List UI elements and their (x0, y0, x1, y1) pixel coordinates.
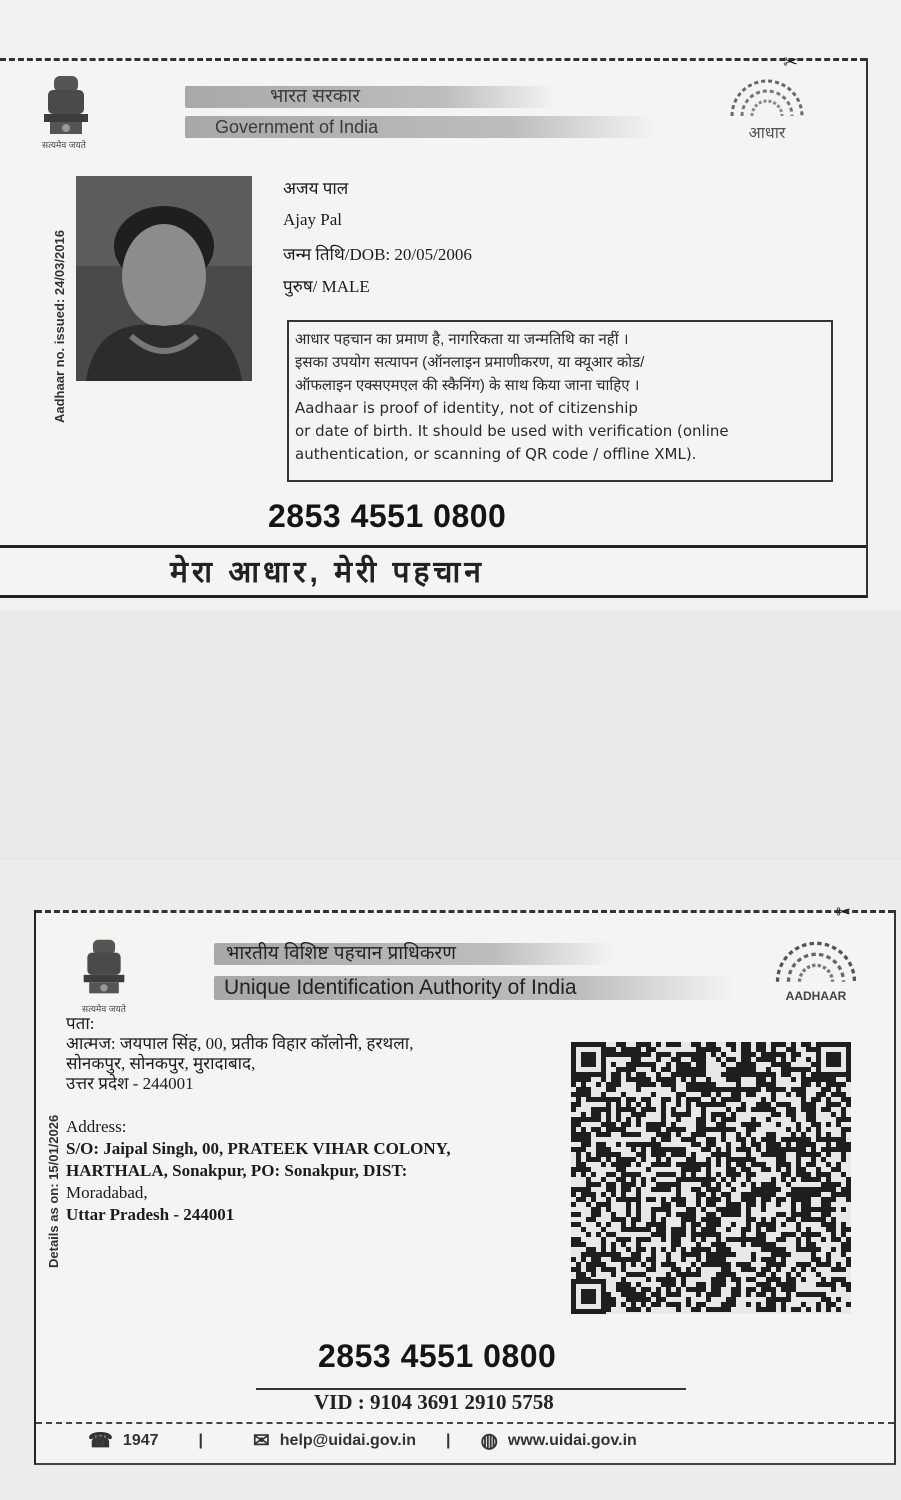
virtual-id: VID : 9104 3691 2910 5758 (314, 1390, 554, 1414)
footer-separator: | (445, 1431, 451, 1449)
identity-notice-box (287, 320, 833, 482)
footer-separator: | (198, 1431, 203, 1449)
globe-icon: ◍ (480, 1430, 498, 1452)
gov-english-banner (185, 116, 655, 138)
mail-icon: ✉ (253, 1430, 270, 1452)
authority-hindi-text: भारतीय विशिष्ट पहचान प्राधिकरण (226, 943, 456, 964)
authority-hindi-banner (214, 943, 614, 965)
aadhaar-front-card (0, 52, 868, 598)
address-hindi-line-3: उत्तर प्रदेश - 244001 (66, 1074, 194, 1093)
address-english-line-2: HARTHALA, Sonakpur, PO: Sonakpur, DIST: (66, 1161, 408, 1180)
scissor-mark: ✂ (783, 52, 799, 72)
top-dashed-border (36, 910, 894, 913)
tagline-divider (0, 545, 866, 548)
address-english-line-4: Uttar Pradesh - 244001 (66, 1205, 235, 1224)
gov-hindi-banner (185, 86, 555, 108)
authority-english-text: Unique Identification Authority of India (224, 976, 577, 999)
aadhaar-back-card (34, 902, 896, 1465)
aadhaar-logo-icon (766, 940, 866, 1004)
notice-hindi-line-2: इसका उपयोग सत्यापन (ऑनलाइन प्रमाणीकरण, या क्यूआर कोड/ (295, 354, 645, 371)
aadhaar-logo-text: AADHAAR (785, 989, 847, 1003)
notice-english-line-2: or date of birth. It should be used with verification (online (295, 422, 729, 440)
address-label-hindi: पता: (66, 1014, 95, 1033)
holder-photo (76, 176, 252, 381)
scissor-mark: ✂ (836, 902, 852, 922)
notice-english-line-3: authentication, or scanning of QR code / offline XML). (295, 445, 697, 463)
date-of-birth: जन्म तिथि/DOB: 20/05/2006 (283, 245, 472, 264)
qr-code (571, 1042, 851, 1314)
top-dashed-border (0, 58, 866, 61)
gender: पुरुष/ MALE (283, 277, 370, 296)
address-english-block (66, 1116, 451, 1226)
gov-english-text: Government of India (215, 117, 379, 137)
notice-english-line-1: Aadhaar is proof of identity, not of citizenship (295, 399, 638, 417)
address-hindi-line-2: सोनकपुर, सोनकपुर, मुरादाबाद, (66, 1054, 256, 1073)
footer (88, 1428, 637, 1453)
address-hindi-line-1: आत्मज: जयपाल सिंह, 00, प्रतीक विहार कॉलोनी, हरथला, (66, 1034, 414, 1053)
aadhaar-logo-text: आधार (748, 125, 786, 142)
emblem-caption: सत्यमेव जयते (42, 140, 86, 150)
address-label-english: Address: (66, 1117, 127, 1136)
name-english: Ajay Pal (283, 210, 343, 229)
footer-divider (36, 1422, 894, 1424)
website: www.uidai.gov.in (507, 1431, 637, 1449)
address-english-line-3: Moradabad, (66, 1183, 148, 1202)
helpline-number: 1947 (122, 1431, 159, 1449)
phone-icon: ☎ (88, 1430, 113, 1452)
notice-hindi-line-3: ऑफलाइन एक्सएमएल की स्कैनिंग) के साथ किया जाना चाहिए । (295, 377, 640, 394)
aadhaar-number: 2853 4551 0800 (268, 498, 507, 534)
tagline: मेरा आधार, मेरी पहचान (170, 556, 485, 589)
aadhaar-logo-icon (722, 78, 812, 142)
notice-hindi-line-1: आधार पहचान का प्रमाण है, नागरिकता या जन्मतिथि का नहीं । (295, 331, 629, 348)
details-as-on: Details as on: 15/01/2026 (46, 1114, 61, 1268)
aadhaar-number: 2853 4551 0800 (318, 1338, 557, 1374)
name-hindi: अजय पाल (283, 179, 349, 198)
emblem-caption: सत्यमेव जयते (82, 1004, 126, 1014)
authority-english-banner (214, 976, 734, 1000)
aadhaar-issued-date: Aadhaar no. issued: 24/03/2016 (52, 230, 67, 423)
emblem-icon (78, 936, 130, 1010)
address-hindi-block (66, 1014, 413, 1094)
address-english-line-1: S/O: Jaipal Singh, 00, PRATEEK VIHAR COLONY, (66, 1139, 451, 1158)
gov-hindi-text: भारत सरकार (270, 86, 361, 107)
support-email: help@uidai.gov.in (279, 1431, 416, 1449)
